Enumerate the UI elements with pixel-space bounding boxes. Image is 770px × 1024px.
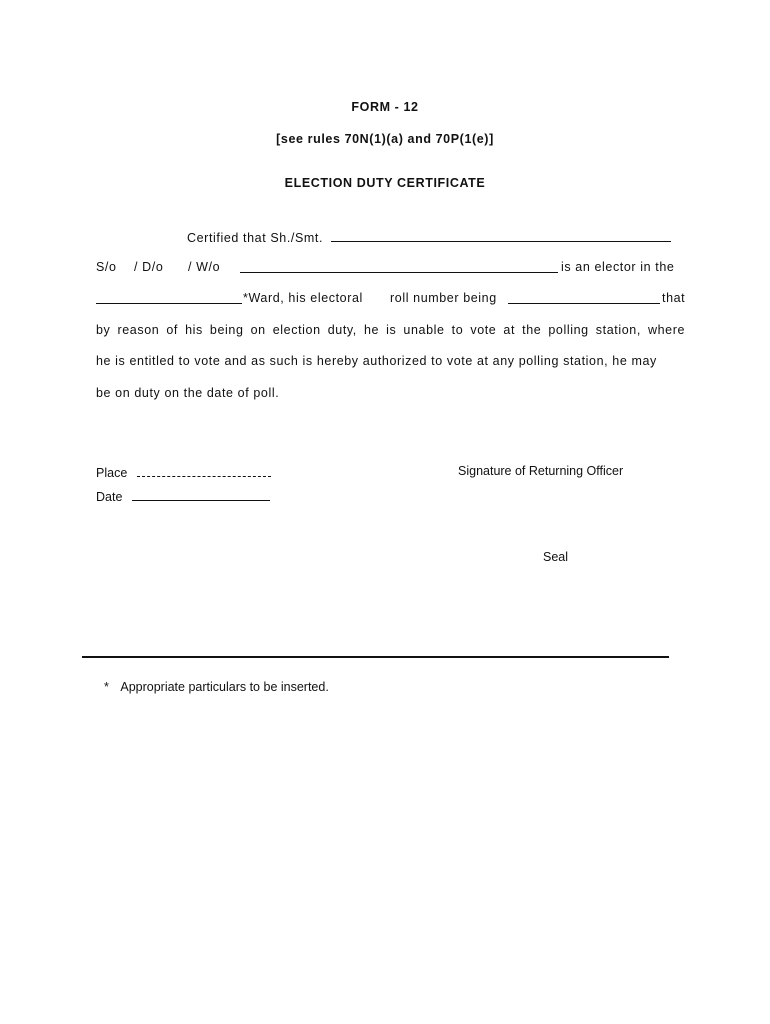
name-blank[interactable] (331, 229, 671, 242)
ward-blank-wrap (96, 291, 242, 307)
place-row (96, 464, 271, 480)
footnote (104, 680, 329, 694)
relation-name-blank[interactable] (240, 260, 558, 273)
roll-number-blank[interactable] (508, 291, 660, 304)
certified-label: Certified that Sh./Smt. (187, 231, 324, 245)
roll-text: roll number being (390, 291, 497, 305)
body-line-5: he is entitled to vote and as such is hereby authorized to vote at any polling station, he may (96, 354, 657, 368)
rules-reference: [see rules 70N(1)(a) and 70P(1(e)] (276, 132, 494, 146)
that-text: that (662, 291, 686, 305)
signature-label: Signature of Returning Officer (458, 464, 624, 478)
relation-blank-wrap (240, 260, 558, 276)
elector-text: is an elector in the (561, 260, 675, 274)
footnote-divider (82, 656, 669, 658)
certificate-heading: ELECTION DUTY CERTIFICATE (284, 176, 486, 190)
place-label: Place (96, 466, 128, 480)
relation-do: / D/o (134, 260, 164, 274)
body-line-6: be on duty on the date of poll. (96, 386, 280, 400)
relation-so: S/o (96, 260, 117, 274)
seal-label: Seal (543, 550, 569, 564)
footnote-marker: * (104, 680, 109, 694)
ward-blank[interactable] (96, 291, 242, 304)
date-blank[interactable] (132, 488, 270, 501)
date-row (96, 488, 270, 504)
body-line-4: by reason of his being on election duty, he is unable to vote at the polling station, where (96, 323, 686, 337)
certified-line (187, 229, 671, 245)
footnote-text: Appropriate particulars to be inserted. (120, 680, 329, 694)
place-blank[interactable] (137, 464, 271, 477)
date-label: Date (96, 490, 123, 504)
form-title: FORM - 12 (351, 100, 419, 114)
relation-wo: / W/o (188, 260, 221, 274)
roll-blank-wrap (508, 291, 660, 307)
ward-text: *Ward, his electoral (243, 291, 363, 305)
